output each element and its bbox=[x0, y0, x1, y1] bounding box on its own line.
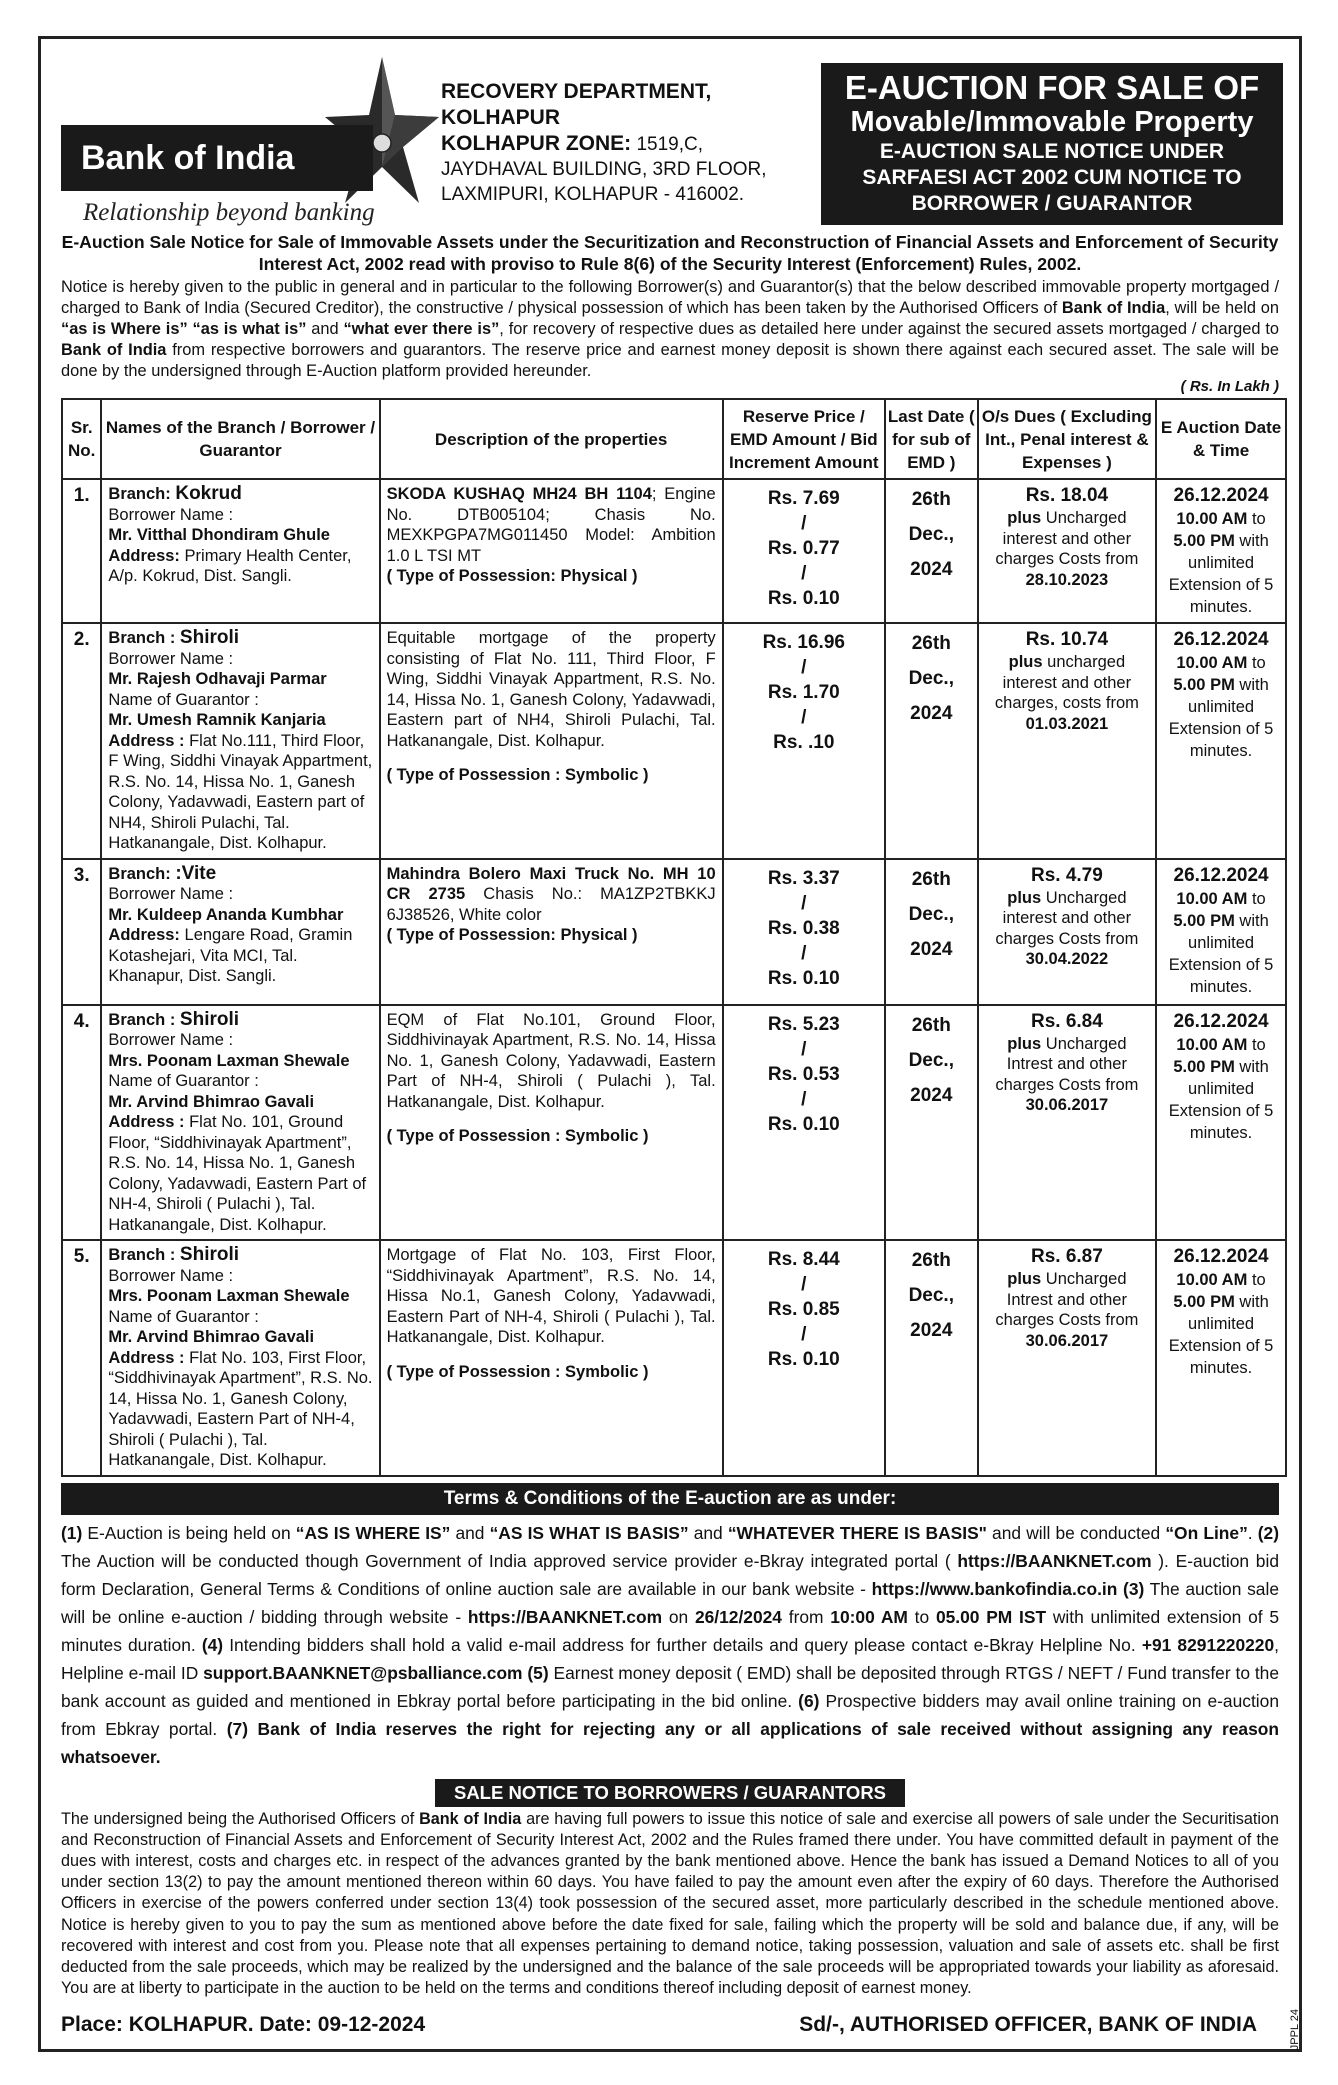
auction-tail: unlimited Extension of 5 minutes. bbox=[1168, 1315, 1274, 1377]
dues-date: 28.10.2023 bbox=[1025, 570, 1109, 589]
desc-text: ; Engine No. DTB005104; Chasis No. MEXKPGPA7MG011450 Model: Ambition 1.0 L TSI MT bbox=[386, 485, 716, 565]
auction-tail: unlimited Extension of 5 minutes. bbox=[1168, 933, 1274, 996]
desc-bold: SKODA KUSHAQ MH24 BH 1104 bbox=[386, 485, 652, 503]
lastdate-month: Dec., bbox=[908, 524, 954, 545]
auction-date: 26.12.2024 bbox=[1173, 1010, 1269, 1032]
print-code: JPPL 24 bbox=[1289, 2009, 1301, 2051]
place-date: Place: KOLHAPUR. Date: 09-12-2024 bbox=[61, 2013, 426, 2036]
notice-page bbox=[38, 36, 1302, 2052]
person-name: Mr. Vitthal Dhondiram Ghule bbox=[108, 526, 330, 544]
intro-text: and bbox=[311, 320, 344, 338]
term-t: from bbox=[781, 1606, 831, 1627]
row-lastdate bbox=[885, 623, 978, 859]
sale-t: The undersigned being the Authorised Officers of bbox=[61, 1809, 420, 1828]
title-line2: Movable/Immovable Property bbox=[850, 106, 1254, 138]
lastdate-day: 26th bbox=[911, 633, 951, 654]
col-branch: Names of the Branch / Borrower / Guarantor bbox=[101, 399, 379, 479]
title-line5: BORROWER / GUARANTOR bbox=[911, 192, 1193, 215]
bid-increment: Rs. 0.10 bbox=[767, 588, 840, 609]
slash: / bbox=[801, 657, 807, 678]
field-label: Borrower Name : bbox=[108, 1031, 234, 1049]
row-dues bbox=[978, 1240, 1157, 1476]
row-desc bbox=[380, 479, 723, 623]
row-branch bbox=[101, 479, 379, 623]
person-name: Mr. Rajesh Odhavaji Parmar bbox=[108, 670, 327, 688]
branch-name: Shiroli bbox=[179, 1008, 240, 1030]
dues-text: Uncharged interest and other charges Costs from bbox=[995, 509, 1139, 568]
term-b: 05.00 PM IST bbox=[935, 1606, 1047, 1627]
row-dues bbox=[978, 859, 1157, 1005]
auction-to: 5.00 PM bbox=[1173, 1293, 1235, 1311]
dues-text: Uncharged interest and other charges Costs from bbox=[995, 888, 1139, 948]
zone-addr3: LAXMIPURI, KOLHAPUR - 416002. bbox=[441, 184, 745, 205]
term-b: (1) bbox=[61, 1522, 88, 1543]
dues-text: Uncharged Intrest and other charges Costs from bbox=[995, 1270, 1139, 1329]
term-b: https://www.bankofindia.co.in (3) bbox=[871, 1578, 1145, 1599]
branch-label: Branch : bbox=[108, 629, 180, 647]
address-text: Flat No.111, Third Floor, F Wing, Siddhi Vinayak Appartment, R.S. No. 14, Hissa No. 1, Ganesh Colony, Yadavwadi, Eastern part of NH4, Shiroli Pulachi, Tal. Hatkanangale, Dist. Kolhapur. bbox=[108, 731, 373, 852]
address-label: Address : bbox=[108, 1113, 185, 1131]
intro-paragraph bbox=[61, 277, 1279, 382]
address-text: Flat No. 101, Ground Floor, “Siddhivinayak Apartment”, R.S. No. 14, Hissa No. 1, Ganesh Colony, Yadavwadi, Eastern Part of NH-4, Shiroli ( Pulachi ), Tal. Hatkanangale, Dist. Kolhapur. bbox=[108, 1113, 367, 1234]
branch-line bbox=[108, 1092, 372, 1113]
sale-b: Bank of India bbox=[419, 1809, 522, 1828]
lastdate-year: 2024 bbox=[910, 1320, 953, 1341]
slash: / bbox=[801, 892, 807, 914]
intro-bold: Bank of India bbox=[1061, 299, 1166, 317]
row-branch bbox=[101, 1005, 379, 1241]
row-dues bbox=[978, 623, 1157, 859]
intro-bold: Bank of India bbox=[61, 341, 167, 359]
term-t: The auction sale will be online e-auction / bidding through website - bbox=[61, 1578, 1279, 1627]
bid-increment: Rs. 0.10 bbox=[767, 1113, 840, 1135]
branch-label: Branch : bbox=[108, 1246, 180, 1264]
row-desc bbox=[380, 1240, 723, 1476]
term-b: 10:00 AM bbox=[830, 1606, 908, 1627]
emd-amount: Rs. 0.85 bbox=[767, 1299, 840, 1320]
row-sr: 4. bbox=[62, 1005, 101, 1241]
term-t: to bbox=[907, 1606, 936, 1627]
reserve-price: Rs. 16.96 bbox=[762, 632, 845, 653]
term-t: Prospective bidders may avail online training on e-auction from Ebkray portal. bbox=[61, 1690, 1279, 1739]
possession-type: ( Type of Possession : Symbolic ) bbox=[386, 1127, 649, 1145]
term-b: (4) bbox=[201, 1634, 224, 1655]
branch-line bbox=[108, 690, 372, 711]
term-t: on bbox=[662, 1606, 695, 1627]
auction-to: 5.00 PM bbox=[1173, 532, 1235, 550]
slash: / bbox=[801, 563, 807, 584]
term-t: and bbox=[450, 1522, 490, 1543]
col-lastdate: Last Date ( for sub of EMD ) bbox=[885, 399, 978, 479]
title-line4: SARFAESI ACT 2002 CUM NOTICE TO bbox=[862, 166, 1242, 189]
slash: / bbox=[801, 1324, 807, 1345]
field-label: Borrower Name : bbox=[108, 885, 234, 903]
row-dues bbox=[978, 479, 1157, 623]
row-sr: 5. bbox=[62, 1240, 101, 1476]
auction-to: 5.00 PM bbox=[1173, 1057, 1235, 1076]
intro-heading: E-Auction Sale Notice for Sale of Immovable Assets under the Securitization and Reconstruction of Financial Assets and Enforcement of Security Interest Act, 2002 read with proviso to Rule 8(6) of the Security Interest (Enforcement) Rules, 2002. bbox=[61, 232, 1279, 274]
col-desc: Description of the properties bbox=[380, 399, 723, 479]
dues-amount: Rs. 4.79 bbox=[1030, 864, 1103, 886]
lastdate-year: 2024 bbox=[910, 938, 953, 960]
row-sr: 2. bbox=[62, 623, 101, 859]
term-t: The Auction will be conducted though Government of India approved service provider e-Bkray integrated portal ( bbox=[61, 1550, 958, 1571]
term-b: “AS IS WHAT IS BASIS” bbox=[489, 1522, 689, 1543]
dues-plus: plus bbox=[1008, 653, 1043, 671]
slash: / bbox=[801, 942, 807, 964]
field-label: Name of Guarantor : bbox=[108, 690, 259, 709]
branch-line bbox=[108, 1051, 372, 1072]
term-b: https://BAANKNET.com bbox=[467, 1606, 663, 1627]
bid-increment: Rs. 0.10 bbox=[767, 967, 840, 989]
branch-label: Branch: bbox=[108, 485, 176, 503]
branch-line bbox=[108, 1030, 372, 1051]
dues-plus: plus bbox=[1007, 1270, 1042, 1288]
dues-plus: plus bbox=[1007, 888, 1042, 907]
col-sr: Sr. No. bbox=[62, 399, 101, 479]
term-t: , Helpline e-mail ID bbox=[61, 1634, 1279, 1683]
branch-line bbox=[108, 525, 372, 546]
terms-text bbox=[61, 1519, 1279, 1771]
auction-to: 5.00 PM bbox=[1173, 911, 1235, 930]
branch-line bbox=[108, 710, 372, 731]
auction-date: 26.12.2024 bbox=[1173, 485, 1269, 506]
auction-to: 5.00 PM bbox=[1173, 676, 1235, 694]
dues-amount: Rs. 6.84 bbox=[1030, 1010, 1103, 1032]
slash: / bbox=[801, 1038, 807, 1060]
address-text: Flat No. 103, First Floor, “Siddhivinayak Apartment”, R.S. No. 14, Hissa No. 1, Ganesh Colony, Yadavwadi, Eastern Part of NH-4, Shiroli ( Pulachi ), Tal. Hatkanangale, Dist. Kolhapur. bbox=[108, 1348, 373, 1469]
row-lastdate bbox=[885, 479, 978, 623]
row-auction: 26.12.2024 10.00 AM to 5.00 PM with unlimited Extension of 5 minutes. bbox=[1156, 1240, 1286, 1476]
term-b: (7) Bank of India reserves the right for rejecting any or all applications of sale received without assigning any reason whatsoever. bbox=[61, 1718, 1279, 1767]
lastdate-day: 26th bbox=[911, 1250, 951, 1271]
field-label: Borrower Name : bbox=[108, 1266, 234, 1285]
term-t: Intending bidders shall hold a valid e-mail address for further details and query please contact e-Bkray Helpline No. bbox=[223, 1634, 1142, 1655]
lastdate-year: 2024 bbox=[910, 1084, 953, 1106]
dues-text: Uncharged Intrest and other charges Costs from bbox=[995, 1034, 1139, 1094]
row-branch bbox=[101, 623, 379, 859]
possession-type: ( Type of Possession: Physical ) bbox=[386, 567, 638, 585]
bid-increment: Rs. 0.10 bbox=[767, 1349, 840, 1370]
auction-tail: unlimited Extension of 5 minutes. bbox=[1168, 1079, 1274, 1142]
possession-type: ( Type of Possession: Physical ) bbox=[386, 926, 638, 944]
row-reserve bbox=[723, 623, 885, 859]
title-line1: E-AUCTION FOR SALE OF bbox=[844, 69, 1260, 106]
table-header-row bbox=[62, 399, 1286, 479]
notice-title-box bbox=[821, 63, 1283, 225]
dues-text: uncharged interest and other charges, costs from bbox=[994, 653, 1139, 712]
table-row bbox=[62, 859, 1286, 1005]
term-b: “AS IS WHERE IS” bbox=[295, 1522, 451, 1543]
address-label: Address: bbox=[108, 926, 180, 944]
lastdate-month: Dec., bbox=[908, 903, 954, 925]
branch-line bbox=[108, 905, 372, 926]
row-dues bbox=[978, 1005, 1157, 1241]
auction-from: 10.00 AM bbox=[1176, 1035, 1248, 1054]
branch-name: Shiroli bbox=[179, 1244, 240, 1265]
term-t: with unlimited extension of 5 minutes duration. bbox=[61, 1606, 1280, 1655]
row-reserve bbox=[723, 859, 885, 1005]
reserve-price: Rs. 3.37 bbox=[767, 867, 840, 889]
term-b: “WHATEVER THERE IS BASIS" bbox=[727, 1522, 987, 1543]
row-reserve bbox=[723, 1240, 885, 1476]
term-b: (2) bbox=[1257, 1522, 1279, 1543]
amount-unit-note: ( Rs. In Lakh ) bbox=[1180, 378, 1279, 395]
lastdate-year: 2024 bbox=[910, 703, 953, 724]
branch-line bbox=[108, 649, 372, 670]
desc-text: EQM of Flat No.101, Ground Floor, Siddhivinayak Apartment, R.S. No. 14, Hissa No. 1, Ganesh Colony, Yadavwadi, Eastern Part of NH-4, Shiroli ( Pulachi ), Tal. Hatkanangale, Dist. Kolhapur. bbox=[386, 1010, 716, 1111]
person-name: Mr. Umesh Ramnik Kanjaria bbox=[108, 711, 326, 729]
lastdate-day: 26th bbox=[911, 1014, 951, 1036]
auction-from: 10.00 AM bbox=[1176, 510, 1248, 528]
person-name: Mr. Arvind Bhimrao Gavali bbox=[108, 1328, 315, 1346]
branch-name: :Vite bbox=[175, 862, 217, 884]
signature-line: Sd/-, AUTHORISED OFFICER, BANK OF INDIA bbox=[799, 2013, 1257, 2036]
title-line3: E-AUCTION SALE NOTICE UNDER bbox=[879, 140, 1225, 163]
emd-amount: Rs. 0.38 bbox=[767, 917, 840, 939]
intro-bold: “as is Where is” “as is what is” bbox=[61, 320, 312, 338]
auction-from: 10.00 AM bbox=[1176, 889, 1248, 908]
term-b: support.BAANKNET@psballiance.com bbox=[203, 1662, 523, 1683]
branch-line bbox=[108, 669, 372, 690]
term-t: Earnest money deposit ( EMD) shall be deposited through RTGS / NEFT / Fund transfer to the bank account as guided and mentioned in Ebkray portal before participating in the bid online. bbox=[61, 1662, 1280, 1711]
intro-bold: “what ever there is” bbox=[343, 320, 500, 338]
field-label: Borrower Name : bbox=[108, 649, 234, 668]
zone-label: KOLHAPUR ZONE: bbox=[441, 132, 632, 155]
row-auction: 26.12.2024 10.00 AM to 5.00 PM with unlimited Extension of 5 minutes. bbox=[1156, 623, 1286, 859]
dues-amount: Rs. 18.04 bbox=[1025, 485, 1109, 506]
dues-plus: plus bbox=[1007, 509, 1042, 527]
term-t: and bbox=[688, 1522, 728, 1543]
branch-line bbox=[108, 1327, 372, 1348]
lastdate-month: Dec., bbox=[908, 1285, 954, 1306]
auction-tail: unlimited Extension of 5 minutes. bbox=[1168, 554, 1274, 616]
branch-label: Branch: bbox=[108, 864, 176, 883]
term-t: ). E-auction bid form Declaration, General Terms & Conditions of online auction sale are available in our bank website - bbox=[61, 1550, 1280, 1599]
possession-type: ( Type of Possession : Symbolic ) bbox=[386, 1362, 649, 1381]
col-dues: O/s Dues ( Excluding Int., Penal interest & Expenses ) bbox=[978, 399, 1157, 479]
bid-increment: Rs. .10 bbox=[773, 732, 835, 753]
term-t: and will be conducted bbox=[986, 1522, 1166, 1543]
branch-line bbox=[108, 884, 372, 905]
term-b: (6) bbox=[798, 1690, 820, 1711]
person-name: Mr. Arvind Bhimrao Gavali bbox=[108, 1092, 315, 1111]
row-auction: 26.12.2024 10.00 AM to 5.00 PM with unlimited Extension of 5 minutes. bbox=[1156, 859, 1286, 1005]
desc-text: Mortgage of Flat No. 103, First Floor, “Siddhivinayak Apartment”, R.S. No. 14, Hissa No.1, Ganesh Colony, Yadavwadi, Eastern Part of NH-4, Shiroli ( Pulachi ), Tal. Hatkanangale, Dist. Kolhapur. bbox=[386, 1246, 716, 1346]
auction-tail: unlimited Extension of 5 minutes. bbox=[1168, 698, 1274, 760]
dues-plus: plus bbox=[1007, 1034, 1042, 1053]
lastdate-day: 26th bbox=[911, 489, 951, 510]
slash: / bbox=[801, 1088, 807, 1110]
dues-amount: Rs. 6.87 bbox=[1030, 1246, 1103, 1267]
branch-name: Shiroli bbox=[179, 627, 240, 648]
term-t: E-Auction is being held on bbox=[87, 1522, 296, 1543]
branch-label: Branch : bbox=[108, 1010, 180, 1029]
row-desc bbox=[380, 1005, 723, 1241]
auction-date: 26.12.2024 bbox=[1173, 629, 1269, 650]
desc-text: Equitable mortgage of the property consisting of Flat No. 111, Third Floor, F Wing, Siddhi Vinayak Appartment, R.S. No. 14, Hissa No. 1, Ganesh Colony, Yadavwadi, Eastern part of NH4, Shiroli Pulachi, Tal. Hatkanangale, Dist. Kolhapur. bbox=[386, 629, 716, 750]
row-reserve bbox=[723, 1005, 885, 1241]
branch-line bbox=[108, 1266, 372, 1287]
term-t: . bbox=[1247, 1522, 1258, 1543]
footer bbox=[61, 2013, 1287, 2043]
person-name: Mrs. Poonam Laxman Shewale bbox=[108, 1287, 350, 1305]
zone-addr1: 1519,C, bbox=[631, 134, 703, 155]
row-branch bbox=[101, 859, 379, 1005]
dues-amount: Rs. 10.74 bbox=[1025, 629, 1109, 650]
dept-line2: KOLHAPUR bbox=[441, 106, 560, 129]
possession-type: ( Type of Possession : Symbolic ) bbox=[386, 766, 649, 784]
dept-line1: RECOVERY DEPARTMENT, bbox=[441, 80, 712, 103]
reserve-price: Rs. 7.69 bbox=[767, 488, 840, 509]
address-label: Address : bbox=[108, 731, 185, 750]
department-address bbox=[441, 79, 781, 207]
dues-date: 30.06.2017 bbox=[1025, 1096, 1109, 1114]
reserve-price: Rs. 5.23 bbox=[767, 1013, 840, 1035]
person-name: Mrs. Poonam Laxman Shewale bbox=[108, 1051, 350, 1070]
desc-bold: Mahindra Bolero Maxi Truck No. MH 10 CR 2735 bbox=[386, 864, 716, 903]
zone-addr2: JAYDHAVAL BUILDING, 3RD FLOOR, bbox=[441, 159, 767, 180]
emd-amount: Rs. 0.53 bbox=[767, 1063, 840, 1085]
lastdate-day: 26th bbox=[911, 868, 951, 890]
dues-date: 01.03.2021 bbox=[1025, 714, 1109, 733]
auction-date: 26.12.2024 bbox=[1173, 864, 1269, 886]
field-label: Borrower Name : bbox=[108, 505, 234, 524]
row-desc bbox=[380, 859, 723, 1005]
intro-text: , will be held on bbox=[1165, 299, 1279, 317]
branch-line bbox=[108, 1071, 372, 1092]
row-sr: 3. bbox=[62, 859, 101, 1005]
term-b: +91 8291220220 bbox=[1141, 1634, 1275, 1655]
branch-line bbox=[108, 1286, 372, 1307]
field-label: Name of Guarantor : bbox=[108, 1072, 259, 1090]
field-label: Name of Guarantor : bbox=[108, 1307, 259, 1326]
dues-date: 30.06.2017 bbox=[1025, 1331, 1109, 1350]
row-branch bbox=[101, 1240, 379, 1476]
row-lastdate bbox=[885, 1240, 978, 1476]
auction-date: 26.12.2024 bbox=[1173, 1246, 1269, 1267]
branch-line bbox=[108, 1307, 372, 1328]
row-lastdate bbox=[885, 859, 978, 1005]
emd-amount: Rs. 0.77 bbox=[767, 538, 840, 559]
table-row bbox=[62, 1240, 1286, 1476]
term-b: https://BAANKNET.com bbox=[957, 1550, 1152, 1571]
sale-notice-heading: SALE NOTICE TO BORROWERS / GUARANTORS bbox=[435, 1779, 905, 1807]
slash: / bbox=[801, 707, 807, 728]
lastdate-year: 2024 bbox=[910, 559, 953, 580]
auction-from: 10.00 AM bbox=[1176, 654, 1248, 672]
address-label: Address: bbox=[108, 546, 180, 565]
intro-text: , for recovery of respective dues as detailed here under against the secured assets mortgaged / charged to bbox=[499, 320, 1279, 338]
slash: / bbox=[801, 513, 807, 534]
term-b: “On Line” bbox=[1165, 1522, 1248, 1543]
table-row bbox=[62, 1005, 1286, 1241]
auction-from: 10.00 AM bbox=[1176, 1271, 1248, 1289]
lastdate-month: Dec., bbox=[908, 668, 954, 689]
desc-text: Chasis No.: MA1ZP2TBKKJ 6J38526, White color bbox=[386, 885, 716, 924]
reserve-price: Rs. 8.44 bbox=[767, 1249, 840, 1270]
branch-name: Kokrud bbox=[175, 483, 242, 504]
slash: / bbox=[801, 1274, 807, 1295]
row-auction: 26.12.2024 10.00 AM to 5.00 PM with unlimited Extension of 5 minutes. bbox=[1156, 479, 1286, 623]
col-auction: E Auction Date & Time bbox=[1156, 399, 1286, 479]
table-row bbox=[62, 623, 1286, 859]
tagline: Relationship beyond banking bbox=[83, 199, 375, 226]
address-text: Lengare Road, Gramin Kotashejari, Vita MCI, Tal. Khanapur, Dist. Sangli. bbox=[108, 926, 353, 985]
col-reserve: Reserve Price / EMD Amount / Bid Increment Amount bbox=[723, 399, 885, 479]
intro-text: Notice is hereby given to the public in general and in particular to the following Borrower(s) and Guarantor(s) that the below described immovable property mortgaged / charged to Bank of India (Secured Creditor), the constructive / physical possession of which has been taken by the Authorised Officers of bbox=[61, 278, 1279, 317]
terms-heading: Terms & Conditions of the E-auction are as under: bbox=[61, 1483, 1279, 1515]
sale-t: are having full powers to issue this notice of sale and exercise all powers of sale under the Securitisation and Reconstruction of Financial Assets and Enforcement of Security Interest Act, 2002 and the Rules framed there under. You have committed default in payment of the dues with interest, costs and charges etc. in respect of the advances granted by the bank mentioned above. Hence the bank has issued a Demand Notices to all of you under section 13(2) to pay the amount mentioned thereon within 60 days. You have failed to pay the amount even after the expiry of 60 days. Therefore the Authorised Officers in exercise of the powers conferred under section 13(4) took possession of the secured asset, more particularly described in the schedule mentioned above. Notice is hereby given to you to pay the sum as mentioned above before the date fixed for sale, failing which the property will be sold and balance due, if any, will be recovered with interest and cost from you. Please note that all expenses pertaining to demand notice, taking possession, valuation and sale of assets etc. shall be first deducted from the sale proceeds, which may be realized by the undersigned and the balance of the sale proceeds will be appropriated towards your liability as aforesaid. You are at liberty to participate in the auction to be held on the terms and conditions thereof including deposit of earnest money. bbox=[61, 1809, 1279, 1998]
term-b: (5) bbox=[527, 1662, 549, 1683]
table-row bbox=[62, 479, 1286, 623]
header bbox=[61, 49, 1279, 229]
row-auction: 26.12.2024 10.00 AM to 5.00 PM with unlimited Extension of 5 minutes. bbox=[1156, 1005, 1286, 1241]
intro-text: from respective borrowers and guarantors. The reserve price and earnest money deposit is shown there against each secured asset. The sale will be done by the undersigned through E-Auction platform provided hereunder. bbox=[61, 341, 1279, 380]
row-reserve bbox=[723, 479, 885, 623]
address-text: Primary Health Center, A/p. Kokrud, Dist. Sangli. bbox=[108, 546, 352, 585]
lastdate-month: Dec., bbox=[908, 1049, 954, 1071]
branch-line bbox=[108, 505, 372, 526]
row-lastdate bbox=[885, 1005, 978, 1241]
sale-notice-text bbox=[61, 1809, 1279, 2000]
dues-date: 30.04.2022 bbox=[1025, 950, 1109, 968]
term-b: 26/12/2024 bbox=[694, 1606, 782, 1627]
bank-logo-text: Bank of India bbox=[61, 125, 373, 191]
address-label: Address : bbox=[108, 1348, 185, 1367]
row-desc bbox=[380, 623, 723, 859]
auction-table bbox=[61, 398, 1287, 1477]
emd-amount: Rs. 1.70 bbox=[767, 682, 840, 703]
person-name: Mr. Kuldeep Ananda Kumbhar bbox=[108, 905, 344, 924]
row-sr: 1. bbox=[62, 479, 101, 623]
